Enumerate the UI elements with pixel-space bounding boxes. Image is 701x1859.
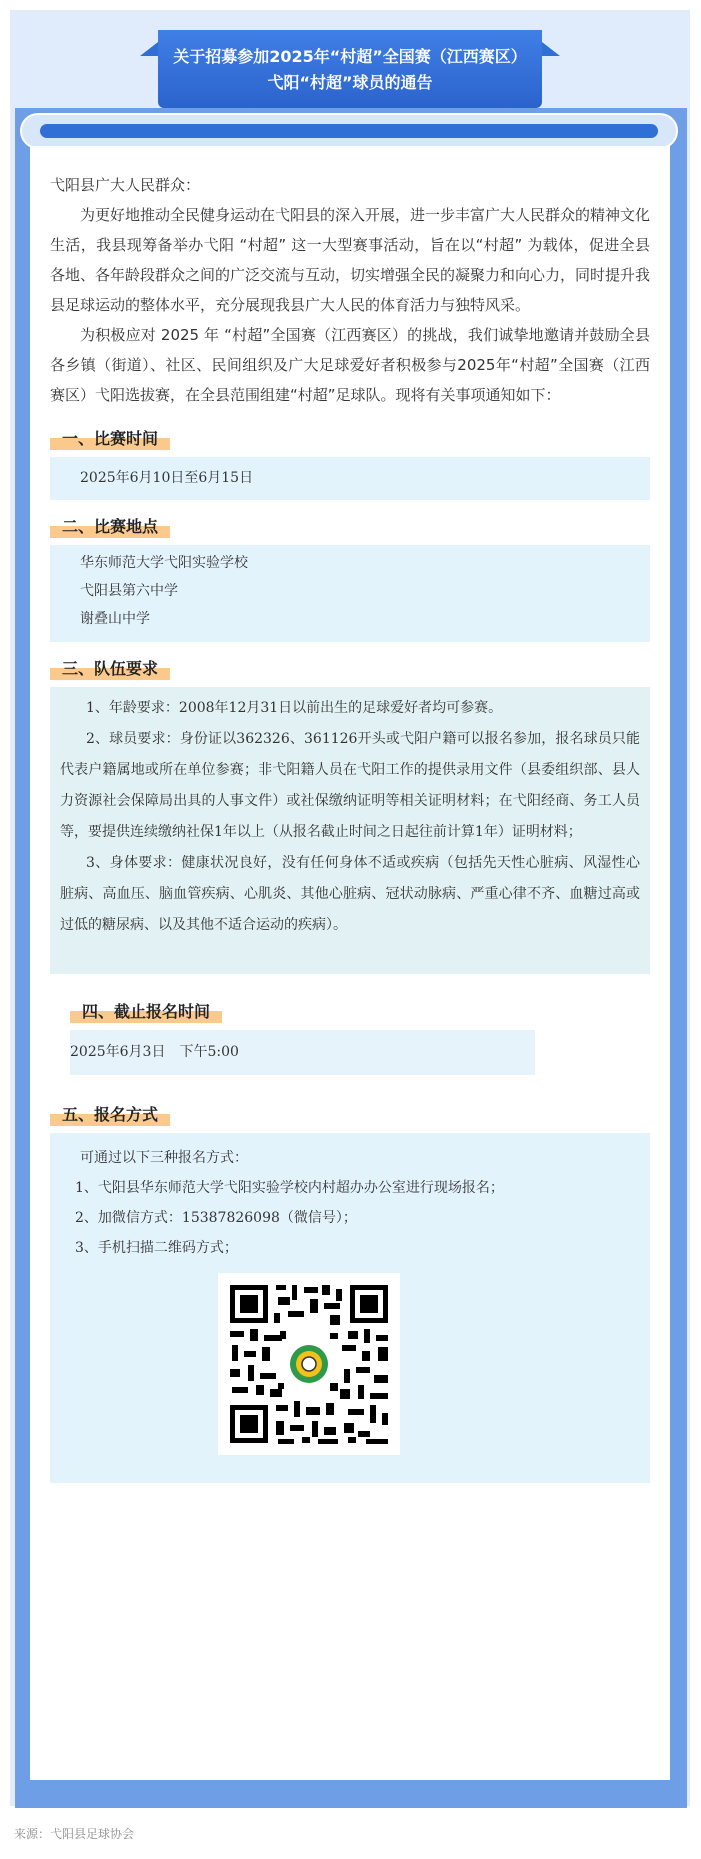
venue-3: 谢叠山中学 xyxy=(80,611,150,627)
header-banner xyxy=(140,30,560,108)
venue-2: 弋阳县第六中学 xyxy=(80,583,178,599)
intro-paragraph-1: 为更好地推动全民健身运动在弋阳县的深入开展，进一步丰富广大人民群众的精神文化生活，我县现筹备举办弋阳 “村超” 这一大型赛事活动，旨在以“村超” 为载体，促进全县各地、各年龄段群众之间的广泛交流与互动，切实增强全民的凝聚力和向心力，同时提升我县足球运动的整体水平，充分展现我县广大人民的体育活力与独特风采。 xyxy=(50,206,651,314)
venue-1: 华东师范大学弋阳实验学校 xyxy=(80,555,248,571)
section-box-deadline xyxy=(70,1030,535,1075)
qr-code-icon xyxy=(218,1273,400,1455)
requirement-player: 2、球员要求：身份证以362326、361126开头或弋阳户籍可以报名参加，报名球员只能代表户籍属地或所在单位参赛；非弋阳籍人员在弋阳工作的提供录用文件（县委组织部、县人力资源社会保障局出具的人事文件）或社保缴纳证明等相关证明材料；在弋阳经商、务工人员等，要提供连续缴纳社保1年以上（从报名截止时间之日起往前计算1年）证明材料； xyxy=(60,731,640,840)
greeting: 弋阳县广大人民群众： xyxy=(50,176,201,194)
section-title-time: 一、比赛时间 xyxy=(50,428,170,450)
scroll-rod-decoration xyxy=(20,113,678,149)
scroll-rod-inner xyxy=(40,124,658,138)
qr-code-image xyxy=(218,1273,400,1455)
banner-fold-right xyxy=(542,42,560,56)
signup-intro: 可通过以下三种报名方式： xyxy=(80,1150,248,1166)
section-title-requirements: 三、队伍要求 xyxy=(50,658,170,680)
requirement-health: 3、身体要求：健康状况良好，没有任何身体不适或疾病（包括先天性心脏病、风湿性心脏病、高血压、脑血管疾病、心肌炎、其他心脏病、冠状动脉病、严重心律不齐、血糖过高或过低的糖尿病、以及其他不适合运动的疾病）。 xyxy=(60,855,640,933)
deadline-text: 2025年6月3日 下午5:00 xyxy=(70,1044,239,1060)
signup-method-2: 2、加微信方式：15387826098（微信号）； xyxy=(75,1210,357,1226)
section-box-venue xyxy=(50,545,650,642)
banner-fold-left xyxy=(140,42,158,56)
title-line-2: 弋阳“村超”球员的通告 xyxy=(267,73,433,92)
page-title xyxy=(158,30,542,108)
requirement-age: 1、年龄要求：2008年12月31日以前出生的足球爱好者均可参赛。 xyxy=(86,700,503,716)
signup-method-3: 3、手机扫描二维码方式； xyxy=(75,1240,238,1256)
section-title-signup: 五、报名方式 xyxy=(50,1104,170,1126)
section-title-venue: 二、比赛地点 xyxy=(50,516,170,538)
intro-text xyxy=(50,170,650,410)
section-title-deadline: 四、截止报名时间 xyxy=(70,1001,222,1023)
match-time: 2025年6月10日至6月15日 xyxy=(80,470,254,486)
section-box-time xyxy=(50,457,650,500)
source-footer: 来源：弋阳县足球协会 xyxy=(14,1827,135,1841)
signup-method-1: 1、弋阳县华东师范大学弋阳实验学校内村超办办公室进行现场报名； xyxy=(75,1180,504,1196)
section-box-requirements xyxy=(50,687,650,974)
title-line-1: 关于招募参加2025年“村超”全国赛（江西赛区） xyxy=(173,47,527,66)
intro-paragraph-2: 为积极应对 2025 年 “村超”全国赛（江西赛区）的挑战，我们诚挚地邀请并鼓励全县各乡镇（街道）、社区、民间组织及广大足球爱好者积极参与2025年“村超”全国赛（江西赛区）弋阳选拔赛，在全县范围组建“村超”足球队。现将有关事项通知如下： xyxy=(50,326,650,404)
